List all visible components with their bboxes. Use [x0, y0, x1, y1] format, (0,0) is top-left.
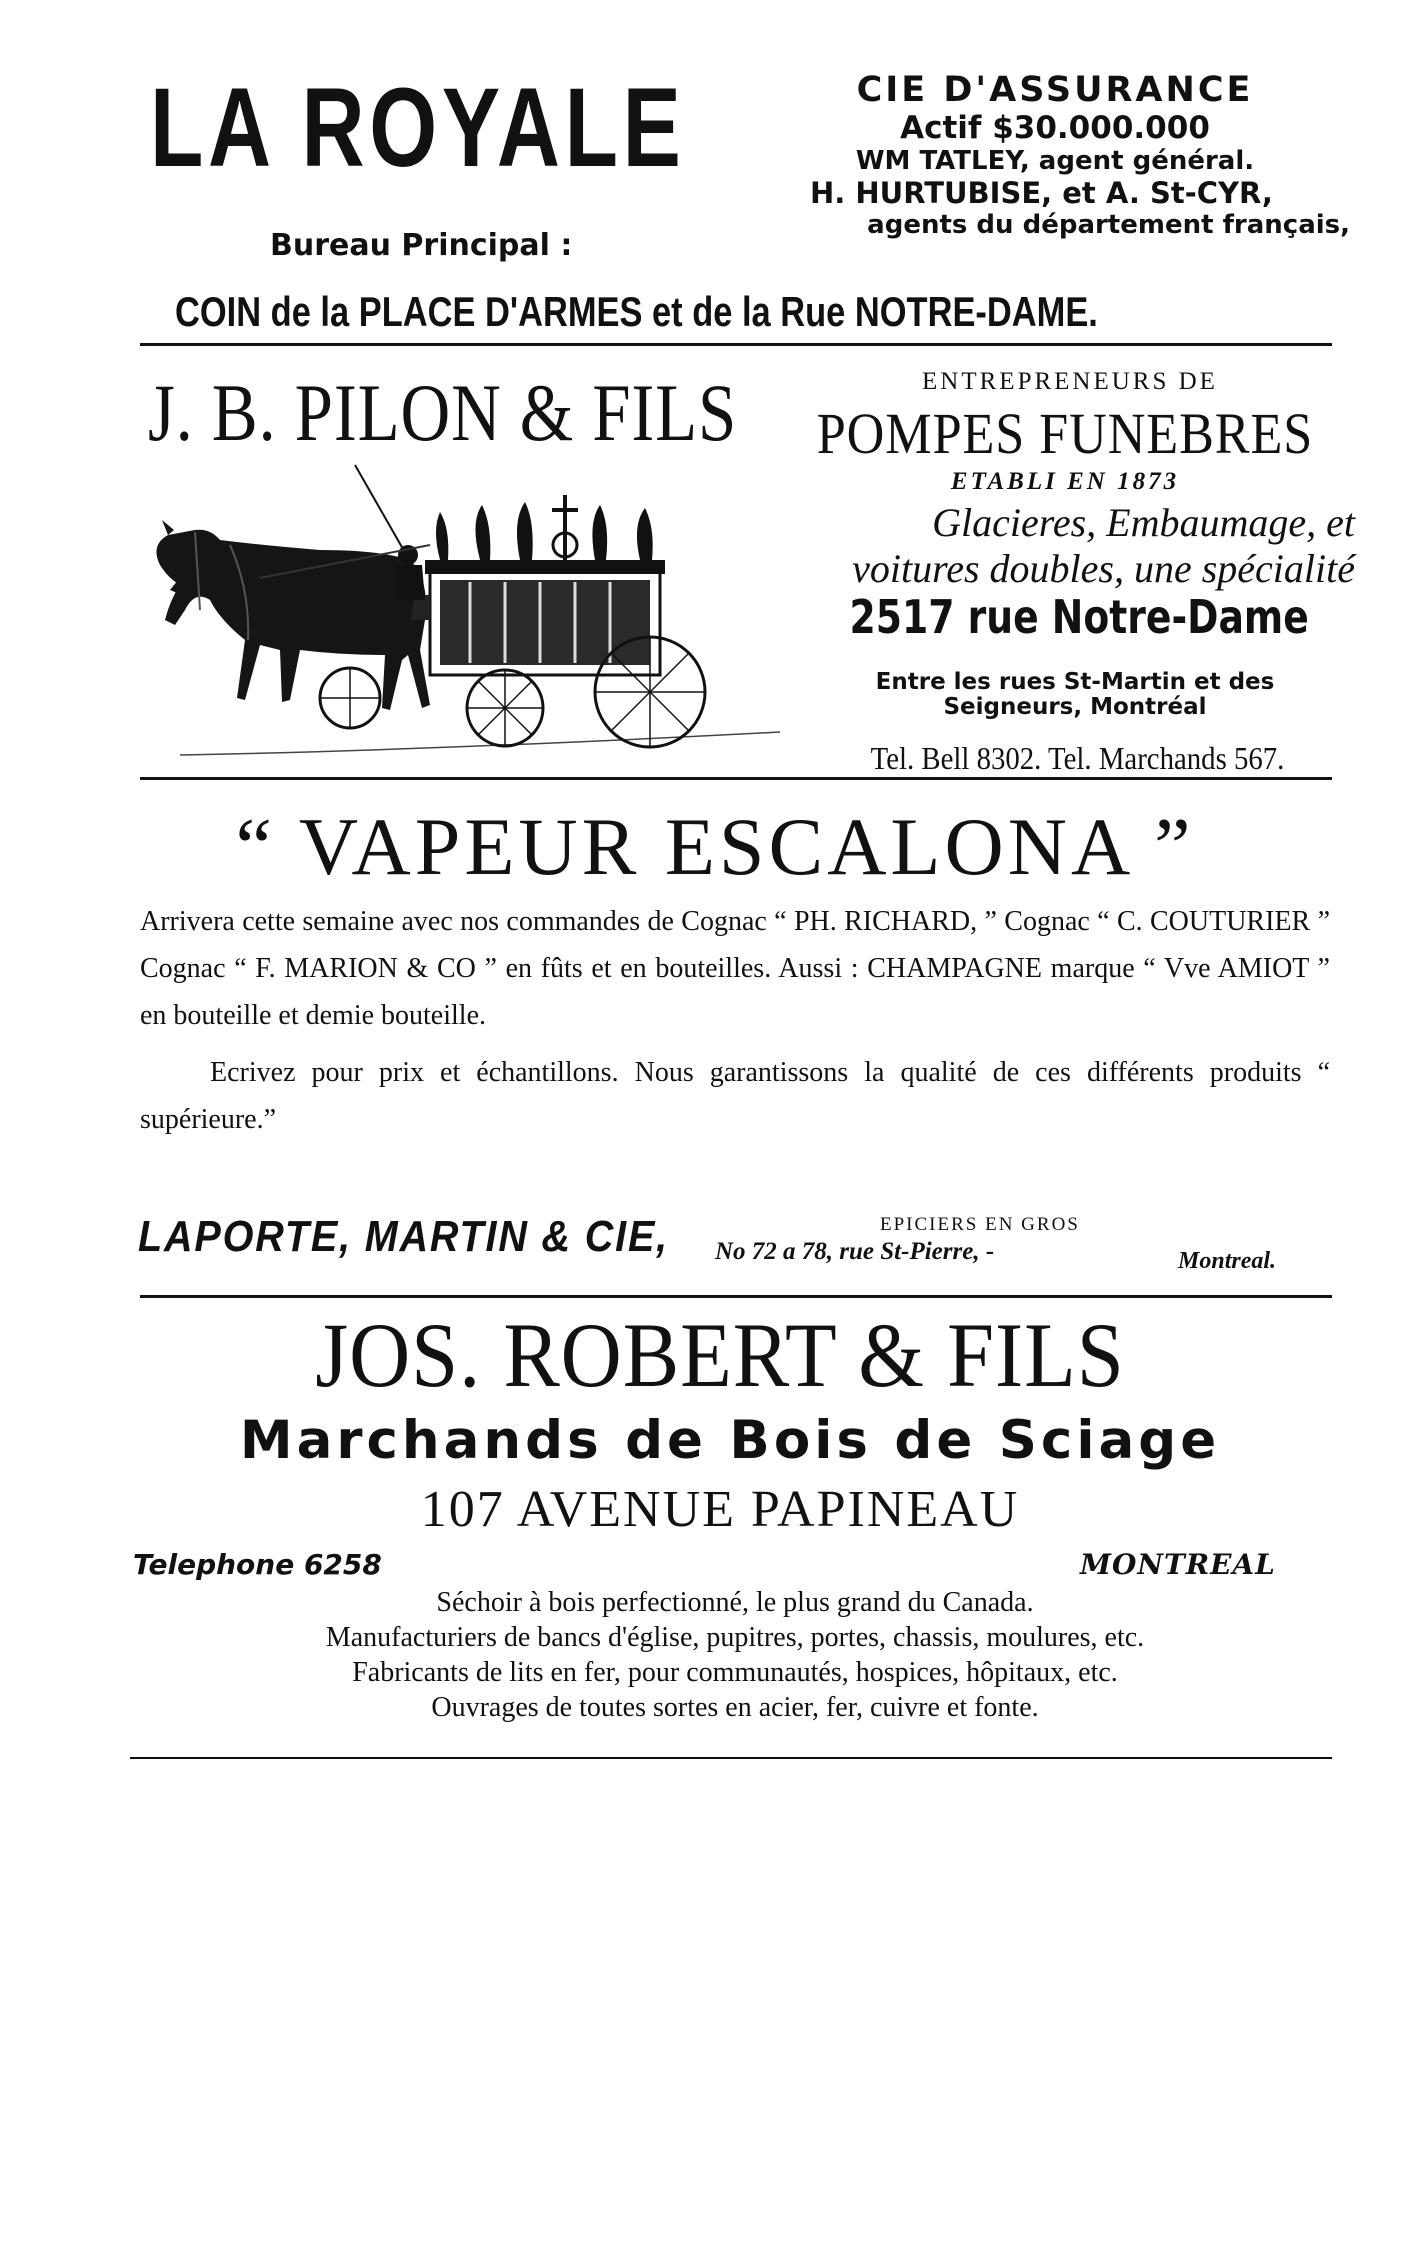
- royale-agents-names: H. HURTUBISE, et A. St-CYR,: [810, 176, 1273, 210]
- robert-description: [120, 1585, 1350, 1725]
- robert-city: MONTREAL: [1080, 1548, 1276, 1581]
- divider: [140, 777, 1332, 780]
- royale-agents-dept: agents du département français,: [867, 210, 1350, 240]
- royale-general-agent: WM TATLEY, agent général.: [855, 146, 1255, 176]
- pilon-telephone: Tel. Bell 8302. Tel. Marchands 567.: [870, 740, 1285, 776]
- robert-telephone: Telephone 6258: [133, 1548, 382, 1581]
- pilon-name: J. B. PILON & FILS: [148, 367, 738, 458]
- pilon-between-line: Entre les rues St-Martin et des: [875, 669, 1275, 695]
- pilon-established: ETABLI EN 1873: [950, 468, 1180, 495]
- merchant-trade: EPICIERS EN GROS: [880, 1214, 1080, 1235]
- royale-company-block: [760, 70, 1350, 240]
- robert-trade: Marchands de Bois de Sciage: [239, 1410, 1221, 1471]
- royale-title: LA ROYALE: [150, 65, 686, 190]
- hearse-illustration: [140, 450, 790, 770]
- divider: [140, 1295, 1332, 1298]
- merchant-name: LAPORTE, MARTIN & CIE,: [138, 1212, 669, 1261]
- pilon-entrepreneurs: ENTREPRENEURS DE: [922, 368, 1218, 395]
- pilon-pompes-funebres: POMPES FUNEBRES: [816, 401, 1314, 466]
- royale-address: COIN de la PLACE D'ARMES et de la Rue NOTRE-DAME.: [175, 288, 1098, 335]
- vapeur-paragraph: Ecrivez pour prix et échantillons. Nous garantissons la qualité de ces différents produits “ supérieure.”: [140, 1057, 1330, 1135]
- pilon-specialty-line: Glacieres, Embaumage, et: [932, 500, 1355, 545]
- divider: [130, 1757, 1332, 1759]
- merchant-address: No 72 a 78, rue St-Pierre, -: [715, 1238, 995, 1265]
- robert-address: 107 AVENUE PAPINEAU: [420, 1481, 1020, 1538]
- robert-line: Fabricants de lits en fer, pour communautés, hospices, hôpitaux, etc.: [352, 1657, 1118, 1688]
- pilon-address: 2517 rue Notre-Dame: [849, 590, 1309, 644]
- robert-line: Ouvrages de toutes sortes en acier, fer, cuivre et fonte.: [431, 1692, 1039, 1723]
- merchant-city: Montreal.: [1178, 1248, 1277, 1274]
- pilon-between-line: Seigneurs, Montréal: [943, 694, 1207, 721]
- vapeur-body: [140, 898, 1330, 1153]
- robert-name: JOS. ROBERT & FILS: [315, 1304, 1125, 1406]
- robert-line: Séchoir à bois perfectionné, le plus grand du Canada.: [436, 1587, 1034, 1618]
- vapeur-paragraph: Arrivera cette semaine avec nos commandes de Cognac “ PH. RICHARD, ” Cognac “ C. COUTURIER ” Cognac “ F. MARION & CO ” en fûts et en bouteilles. Aussi : CHAMPAGNE marque “ Vve AMIOT ” en bouteille et demie bouteille.: [140, 906, 1330, 1031]
- divider: [140, 343, 1332, 346]
- pilon-specialties: [795, 500, 1355, 592]
- vapeur-title: “ VAPEUR ESCALONA ”: [235, 801, 1195, 892]
- pilon-specialty-line: voitures doubles, une spécialité: [852, 546, 1355, 591]
- robert-line: Manufacturiers de bancs d'église, pupitres, portes, chassis, moulures, etc.: [325, 1622, 1145, 1653]
- royale-company-type: CIE D'ASSURANCE: [856, 70, 1254, 110]
- pilon-between-streets: [800, 670, 1350, 721]
- royale-bureau-label: Bureau Principal :: [270, 228, 573, 263]
- royale-assets: Actif $30.000.000: [900, 110, 1210, 146]
